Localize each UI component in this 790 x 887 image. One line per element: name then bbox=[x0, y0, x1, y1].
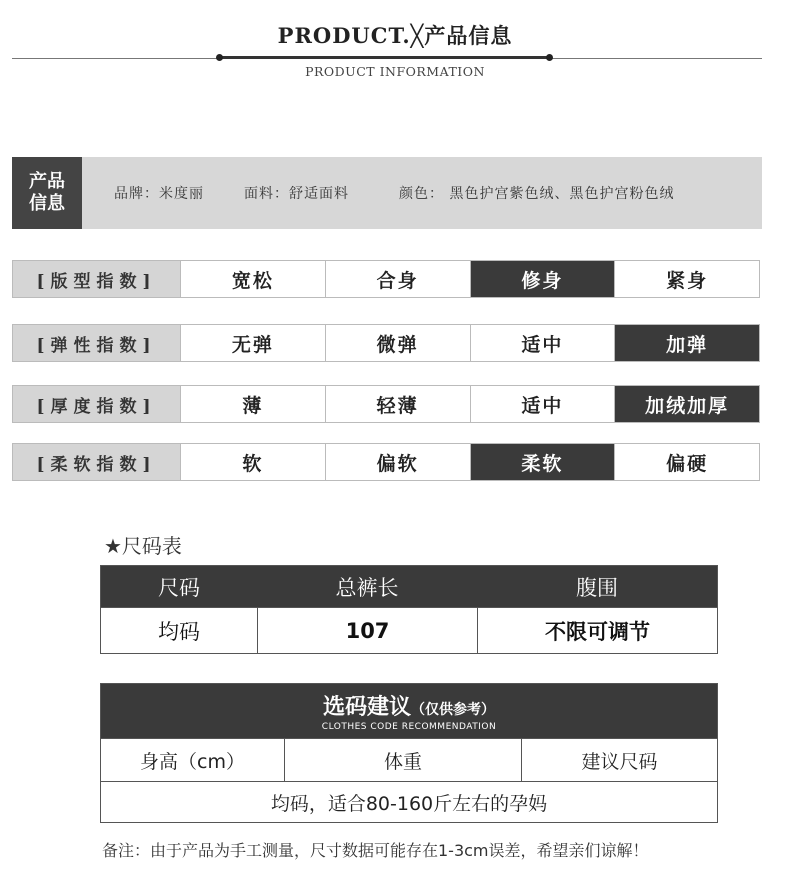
elasticity-option: 微弹 bbox=[325, 325, 470, 361]
softness-option: 软 bbox=[180, 444, 325, 480]
product-info-bar bbox=[12, 157, 762, 229]
softness-option: 柔软 bbox=[470, 444, 615, 480]
measurement-note: 备注：由于产品为手工测量，尺寸数据可能存在1-3cm误差，希望亲们谅解！ bbox=[102, 841, 649, 860]
fit-index-label: [版型指数] bbox=[13, 261, 180, 297]
softness-index-row bbox=[12, 443, 760, 481]
softness-option: 偏软 bbox=[325, 444, 470, 480]
fit-option: 紧身 bbox=[614, 261, 759, 297]
suggested-size-header: 建议尺码 bbox=[521, 739, 717, 781]
recommend-title-en: CLOTHES CODE RECOMMENDATION bbox=[321, 722, 497, 732]
thickness-option: 加绒加厚 bbox=[614, 386, 759, 422]
page-title: PRODUCT.╳产品信息 bbox=[277, 23, 513, 48]
thickness-index-label: [厚度指数] bbox=[13, 386, 180, 422]
fit-option: 修身 bbox=[470, 261, 615, 297]
size-header-cell: 尺码 bbox=[158, 575, 200, 600]
elasticity-index-label: [弹性指数] bbox=[13, 325, 180, 361]
product-info-tag-line2: 信息 bbox=[29, 193, 65, 214]
recommend-title bbox=[101, 684, 717, 721]
header-dot-left bbox=[216, 54, 223, 61]
size-table-title: ★尺码表 bbox=[104, 534, 182, 558]
size-table-row bbox=[101, 607, 717, 653]
weight-header: 体重 bbox=[284, 739, 521, 781]
softness-option: 偏硬 bbox=[614, 444, 759, 480]
header-divider-bold bbox=[220, 56, 550, 59]
elasticity-index-row bbox=[12, 324, 760, 362]
recommend-title-note: （仅供参考） bbox=[411, 702, 495, 718]
elasticity-option: 适中 bbox=[470, 325, 615, 361]
fit-option: 合身 bbox=[325, 261, 470, 297]
size-header-cell: 腹围 bbox=[576, 575, 618, 600]
product-info-tag bbox=[12, 157, 82, 229]
thickness-option: 轻薄 bbox=[325, 386, 470, 422]
elasticity-option: 加弹 bbox=[614, 325, 759, 361]
recommend-header bbox=[101, 684, 717, 738]
fit-option: 宽松 bbox=[180, 261, 325, 297]
elasticity-option: 无弹 bbox=[180, 325, 325, 361]
product-info-tag-line1: 产品 bbox=[29, 171, 65, 192]
thickness-index-row bbox=[12, 385, 760, 423]
recommend-columns bbox=[101, 738, 717, 781]
brand-text: 品牌：米度丽 bbox=[114, 186, 204, 202]
fabric-text: 面料：舒适面料 bbox=[244, 186, 349, 202]
recommend-title-text: 选码建议 bbox=[322, 695, 411, 720]
waist-cell: 不限可调节 bbox=[477, 608, 717, 653]
color-text: 颜色： 黑色护宫紫色绒、黑色护宫粉色绒 bbox=[399, 186, 675, 202]
size-table bbox=[100, 565, 718, 654]
softness-index-label: [柔软指数] bbox=[13, 444, 180, 480]
recommend-note-row: 均码，适合80-160斤左右的孕妈 bbox=[101, 781, 717, 822]
length-cell: 107 bbox=[257, 608, 477, 653]
header-dot-right bbox=[546, 54, 553, 61]
fit-index-row bbox=[12, 260, 760, 298]
recommend-table bbox=[100, 683, 718, 823]
thickness-option: 薄 bbox=[180, 386, 325, 422]
size-cell: 均码 bbox=[158, 619, 200, 644]
height-header: 身高（cm） bbox=[140, 750, 245, 773]
page-subtitle: PRODUCT INFORMATION bbox=[305, 64, 485, 79]
thickness-option: 适中 bbox=[470, 386, 615, 422]
size-table-header bbox=[101, 566, 717, 607]
size-header-cell: 总裤长 bbox=[335, 575, 399, 600]
